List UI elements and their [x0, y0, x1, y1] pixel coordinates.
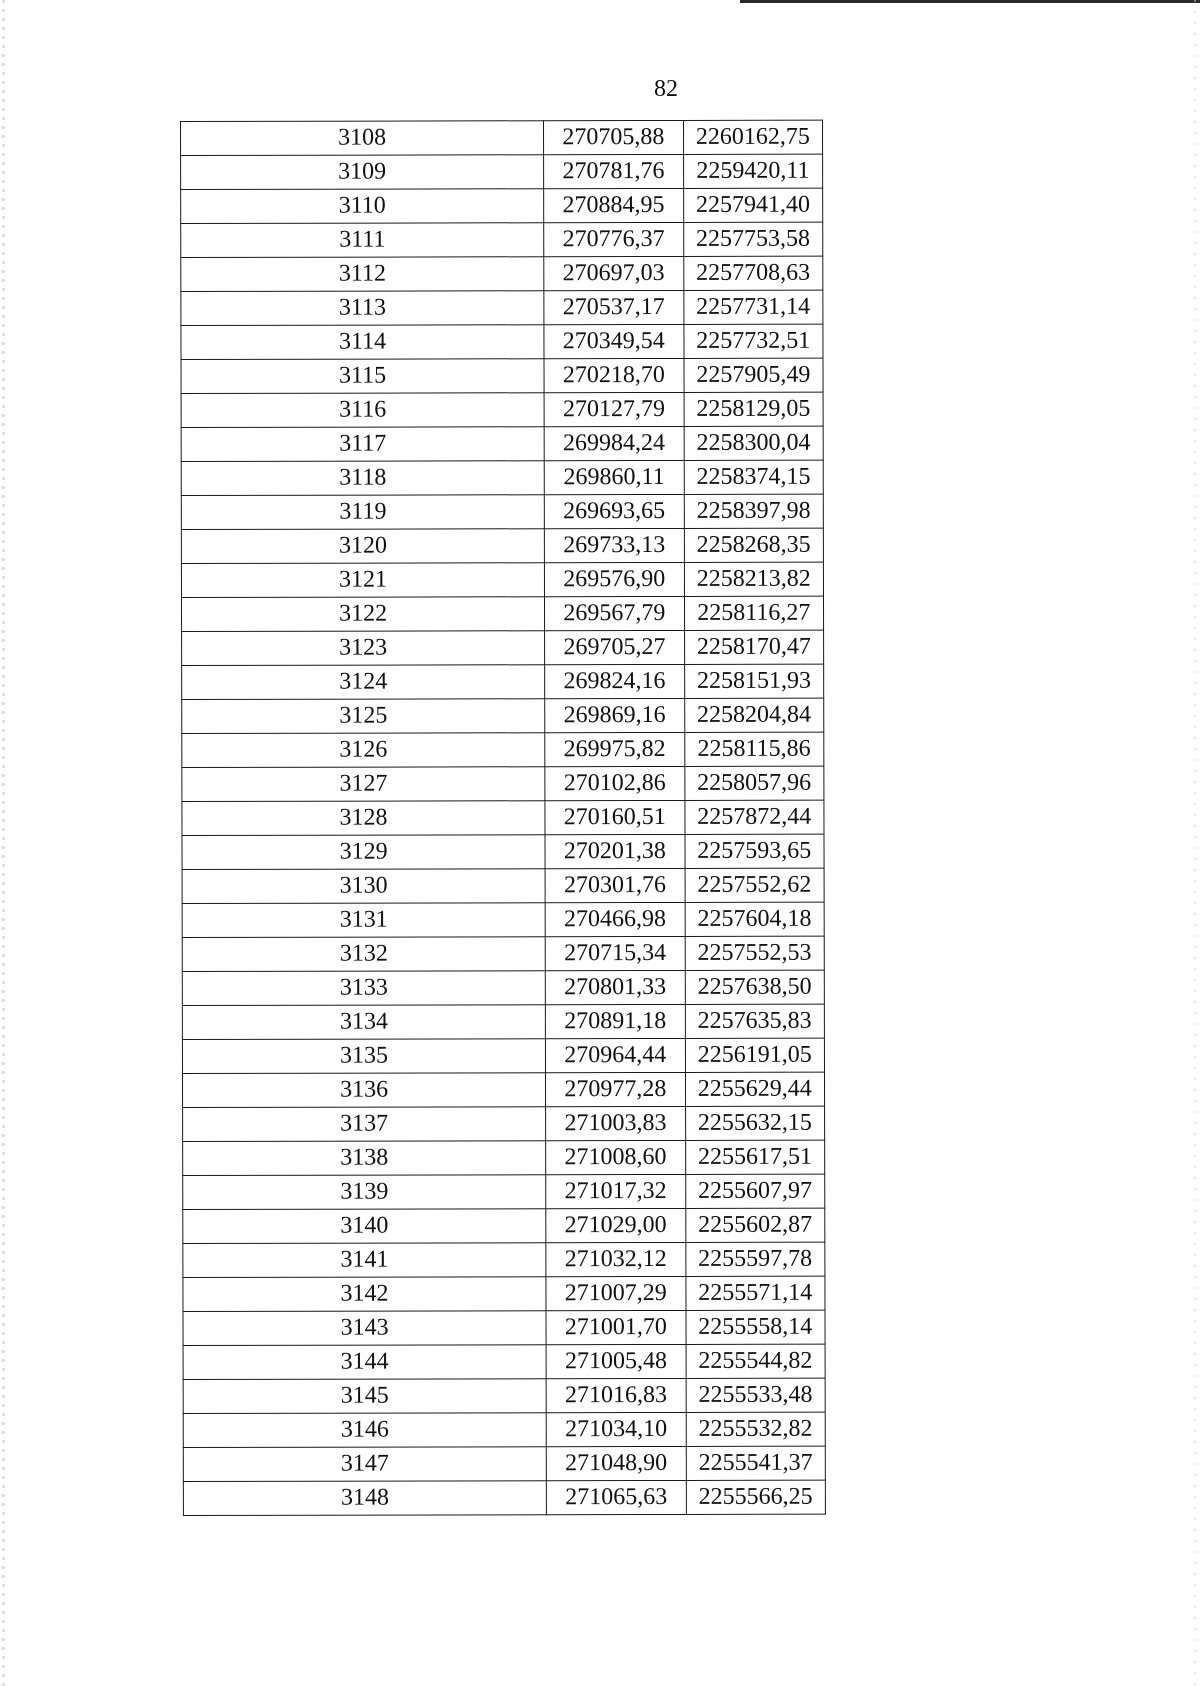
point-number-cell: 3113 — [181, 291, 544, 326]
x-coordinate-cell: 269705,27 — [545, 630, 684, 664]
y-coordinate-cell: 2255558,14 — [686, 1310, 826, 1344]
point-number-cell: 3133 — [182, 971, 545, 1006]
table-row — [181, 324, 823, 359]
y-coordinate-cell: 2257905,49 — [684, 358, 824, 392]
x-coordinate-cell: 270102,86 — [545, 766, 684, 800]
y-coordinate-cell: 2258213,82 — [684, 562, 824, 596]
x-coordinate-cell: 271029,00 — [546, 1208, 685, 1242]
point-number-cell: 3126 — [182, 733, 545, 768]
table-row — [183, 1378, 825, 1413]
x-coordinate-cell: 269860,11 — [544, 460, 683, 494]
table-row — [182, 766, 824, 801]
y-coordinate-cell: 2255571,14 — [685, 1276, 825, 1310]
y-coordinate-cell: 2257731,14 — [683, 290, 823, 324]
table-row — [181, 358, 823, 393]
point-number-cell: 3110 — [181, 189, 544, 224]
y-coordinate-cell: 2255544,82 — [686, 1344, 826, 1378]
table-row — [182, 902, 824, 937]
point-number-cell: 3118 — [181, 461, 544, 496]
x-coordinate-cell: 270349,54 — [544, 324, 683, 358]
point-number-cell: 3137 — [183, 1107, 546, 1142]
y-coordinate-cell: 2257872,44 — [684, 800, 824, 834]
y-coordinate-cell: 2257638,50 — [685, 970, 825, 1004]
y-coordinate-cell: 2258057,96 — [684, 766, 824, 800]
point-number-cell: 3129 — [182, 835, 545, 870]
table-row — [182, 1038, 824, 1073]
table-row — [183, 1106, 825, 1141]
table-row — [182, 800, 824, 835]
point-number-cell: 3147 — [183, 1447, 546, 1482]
y-coordinate-cell: 2257552,62 — [685, 868, 825, 902]
y-coordinate-cell: 2258129,05 — [684, 392, 824, 426]
x-coordinate-cell: 269984,24 — [544, 426, 683, 460]
x-coordinate-cell: 271008,60 — [546, 1140, 685, 1174]
point-number-cell: 3125 — [182, 699, 545, 734]
point-number-cell: 3114 — [181, 325, 544, 360]
y-coordinate-cell: 2258170,47 — [684, 630, 824, 664]
table-row — [181, 222, 823, 257]
table-row — [181, 460, 823, 495]
point-number-cell: 3143 — [183, 1311, 546, 1346]
point-number-cell: 3121 — [181, 563, 544, 598]
x-coordinate-cell: 270781,76 — [544, 154, 683, 188]
point-number-cell: 3116 — [181, 393, 544, 428]
table-row — [182, 732, 824, 767]
point-number-cell: 3109 — [181, 155, 544, 190]
x-coordinate-cell: 271005,48 — [546, 1344, 685, 1378]
y-coordinate-cell: 2255541,37 — [686, 1446, 826, 1480]
table-row — [182, 834, 824, 869]
x-coordinate-cell: 270801,33 — [545, 970, 684, 1004]
table-row — [182, 630, 824, 665]
point-number-cell: 3128 — [182, 801, 545, 836]
point-number-cell: 3136 — [182, 1073, 545, 1108]
point-number-cell: 3108 — [181, 121, 544, 156]
table-row — [183, 1140, 825, 1175]
page-number: 82 — [654, 76, 678, 102]
point-number-cell: 3141 — [183, 1243, 546, 1278]
x-coordinate-cell: 271048,90 — [546, 1446, 685, 1480]
y-coordinate-cell: 2255607,97 — [685, 1174, 825, 1208]
y-coordinate-cell: 2258115,86 — [684, 732, 824, 766]
point-number-cell: 3124 — [182, 665, 545, 700]
y-coordinate-cell: 2258300,04 — [684, 426, 824, 460]
point-number-cell: 3122 — [181, 597, 544, 632]
y-coordinate-cell: 2257604,18 — [685, 902, 825, 936]
point-number-cell: 3112 — [181, 257, 544, 292]
table-row — [181, 256, 823, 291]
x-coordinate-cell: 270715,34 — [545, 936, 684, 970]
table-row — [181, 188, 823, 223]
x-coordinate-cell: 269824,16 — [545, 664, 684, 698]
x-coordinate-cell: 271007,29 — [546, 1276, 685, 1310]
table-row — [183, 1344, 825, 1379]
point-number-cell: 3148 — [183, 1481, 546, 1516]
y-coordinate-cell: 2257753,58 — [683, 222, 823, 256]
scan-edge-top — [740, 0, 1200, 3]
y-coordinate-cell: 2257708,63 — [683, 256, 823, 290]
x-coordinate-cell: 271017,32 — [546, 1174, 685, 1208]
table-row — [181, 596, 823, 631]
table-row — [183, 1310, 825, 1345]
x-coordinate-cell: 269975,82 — [545, 732, 684, 766]
y-coordinate-cell: 2258204,84 — [684, 698, 824, 732]
x-coordinate-cell: 270705,88 — [544, 120, 683, 154]
point-number-cell: 3120 — [181, 529, 544, 564]
table-row — [181, 154, 823, 189]
table-row — [183, 1480, 825, 1515]
coordinates-table-body — [181, 120, 826, 1515]
table-row — [182, 970, 824, 1005]
x-coordinate-cell: 269733,13 — [544, 528, 683, 562]
point-number-cell: 3119 — [181, 495, 544, 530]
table-row — [183, 1174, 825, 1209]
scan-edge-right — [1194, 0, 1196, 1686]
y-coordinate-cell: 2256191,05 — [685, 1038, 825, 1072]
point-number-cell: 3139 — [183, 1175, 546, 1210]
x-coordinate-cell: 269693,65 — [544, 494, 683, 528]
table-row — [181, 290, 823, 325]
x-coordinate-cell: 271016,83 — [546, 1378, 685, 1412]
point-number-cell: 3144 — [183, 1345, 546, 1380]
x-coordinate-cell: 269567,79 — [545, 596, 684, 630]
y-coordinate-cell: 2260162,75 — [683, 120, 823, 154]
table-row — [181, 562, 823, 597]
y-coordinate-cell: 2258397,98 — [684, 494, 824, 528]
point-number-cell: 3123 — [182, 631, 545, 666]
x-coordinate-cell: 270201,38 — [545, 834, 684, 868]
table-row — [183, 1242, 825, 1277]
table-row — [182, 936, 824, 971]
x-coordinate-cell: 271001,70 — [546, 1310, 685, 1344]
table-row — [183, 1208, 825, 1243]
y-coordinate-cell: 2255566,25 — [686, 1480, 826, 1514]
table-row — [181, 392, 823, 427]
x-coordinate-cell: 270160,51 — [545, 800, 684, 834]
table-row — [182, 664, 824, 699]
y-coordinate-cell: 2259420,11 — [683, 154, 823, 188]
table-row — [182, 698, 824, 733]
point-number-cell: 3145 — [183, 1379, 546, 1414]
point-number-cell: 3111 — [181, 223, 544, 258]
table-row — [182, 1004, 824, 1039]
x-coordinate-cell: 270977,28 — [546, 1072, 685, 1106]
x-coordinate-cell: 270301,76 — [545, 868, 684, 902]
x-coordinate-cell: 270127,79 — [544, 392, 683, 426]
y-coordinate-cell: 2258374,15 — [684, 460, 824, 494]
point-number-cell: 3146 — [183, 1413, 546, 1448]
point-number-cell: 3135 — [182, 1039, 545, 1074]
point-number-cell: 3127 — [182, 767, 545, 802]
x-coordinate-cell: 270776,37 — [544, 222, 683, 256]
x-coordinate-cell: 271003,83 — [546, 1106, 685, 1140]
x-coordinate-cell: 271032,12 — [546, 1242, 685, 1276]
y-coordinate-cell: 2255602,87 — [685, 1208, 825, 1242]
y-coordinate-cell: 2257552,53 — [685, 936, 825, 970]
point-number-cell: 3142 — [183, 1277, 546, 1312]
x-coordinate-cell: 270466,98 — [545, 902, 684, 936]
point-number-cell: 3117 — [181, 427, 544, 462]
x-coordinate-cell: 270891,18 — [545, 1004, 684, 1038]
x-coordinate-cell: 270697,03 — [544, 256, 683, 290]
y-coordinate-cell: 2255533,48 — [686, 1378, 826, 1412]
table-row — [181, 528, 823, 563]
y-coordinate-cell: 2255629,44 — [685, 1072, 825, 1106]
x-coordinate-cell: 271034,10 — [546, 1412, 685, 1446]
y-coordinate-cell: 2255532,82 — [686, 1412, 826, 1446]
x-coordinate-cell: 270218,70 — [544, 358, 683, 392]
coordinates-table — [180, 120, 826, 1516]
y-coordinate-cell: 2258268,35 — [684, 528, 824, 562]
y-coordinate-cell: 2258151,93 — [684, 664, 824, 698]
table-row — [183, 1446, 825, 1481]
point-number-cell: 3132 — [182, 937, 545, 972]
x-coordinate-cell: 270537,17 — [544, 290, 683, 324]
x-coordinate-cell: 270884,95 — [544, 188, 683, 222]
y-coordinate-cell: 2255632,15 — [685, 1106, 825, 1140]
table-row — [183, 1276, 825, 1311]
scan-edge-left — [2, 0, 5, 1686]
y-coordinate-cell: 2255597,78 — [685, 1242, 825, 1276]
point-number-cell: 3140 — [183, 1209, 546, 1244]
point-number-cell: 3115 — [181, 359, 544, 394]
y-coordinate-cell: 2257593,65 — [685, 834, 825, 868]
point-number-cell: 3134 — [182, 1005, 545, 1040]
table-row — [181, 426, 823, 461]
y-coordinate-cell: 2258116,27 — [684, 596, 824, 630]
y-coordinate-cell: 2255617,51 — [685, 1140, 825, 1174]
x-coordinate-cell: 270964,44 — [546, 1038, 685, 1072]
table-row — [181, 120, 823, 155]
y-coordinate-cell: 2257732,51 — [683, 324, 823, 358]
y-coordinate-cell: 2257941,40 — [683, 188, 823, 222]
table-row — [182, 868, 824, 903]
x-coordinate-cell: 269869,16 — [545, 698, 684, 732]
point-number-cell: 3130 — [182, 869, 545, 904]
point-number-cell: 3131 — [182, 903, 545, 938]
point-number-cell: 3138 — [183, 1141, 546, 1176]
table-row — [182, 1072, 824, 1107]
table-row — [181, 494, 823, 529]
x-coordinate-cell: 271065,63 — [546, 1480, 685, 1514]
y-coordinate-cell: 2257635,83 — [685, 1004, 825, 1038]
table-row — [183, 1412, 825, 1447]
x-coordinate-cell: 269576,90 — [545, 562, 684, 596]
